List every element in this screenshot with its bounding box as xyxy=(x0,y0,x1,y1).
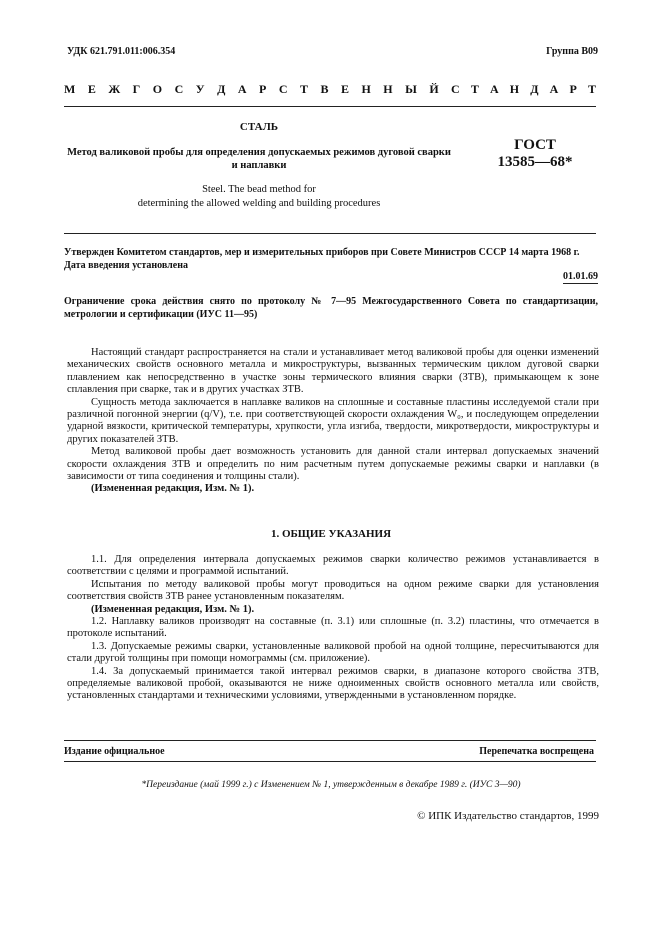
interstate-standard-banner xyxy=(64,82,596,97)
banner-letter: М xyxy=(64,82,76,96)
english-title xyxy=(64,183,454,211)
banner-letter: С xyxy=(278,82,288,96)
validity-limitation: Ограничение срока действия снято по протоколу № 7—95 Межгосударственного Совета по стандартизации, метрологии и сертификации (ИУС 11—95) xyxy=(64,296,598,320)
section-text xyxy=(67,554,599,703)
clause-paragraph: 1.4. За допускаемый принимается такой интервал режимов сварки, в диапазоне которого свойства ЗТВ, определяемые валиковой пробой, оказываются не ниже одноименных свойств основного металла или свойств, установленных стандартами и техническими условиями, утвержденными в установленном порядке. xyxy=(67,665,599,702)
banner-letter: В xyxy=(320,82,329,96)
introduction-text xyxy=(67,347,599,496)
intro-paragraph: Сущность метода заключается в наплавке валиков на сплошные и составные пластины исследуемой стали при различной погонной энергии (q/V), т.е. при соответствующей скорости охлаждения W₀, и последующем определении ударной вязкости, критической температуры, хрупкости, угла изгиба, твердости, микротвердости, микроструктуры и других показателей ЗТВ. xyxy=(67,396,599,445)
approval-line2: Дата введения установлена xyxy=(64,259,188,271)
banner-letter: Й xyxy=(429,82,439,96)
banner-letter: Д xyxy=(217,82,226,96)
group-code: Группа В09 xyxy=(546,46,598,57)
banner-letter: А xyxy=(489,82,499,96)
banner-word-standard xyxy=(451,82,596,97)
banner-letter: А xyxy=(549,82,559,96)
banner-letter: Т xyxy=(587,82,596,96)
banner-letter: С xyxy=(174,82,184,96)
reprint-forbidden: Перепечатка воспрещена xyxy=(479,746,594,757)
footer-rule xyxy=(64,740,596,741)
banner-letter: У xyxy=(195,82,205,96)
banner-letter: Д xyxy=(530,82,539,96)
english-title-line2: determining the allowed welding and building procedures xyxy=(137,198,381,209)
clause-paragraph: 1.3. Допускаемые режимы сварки, установленные валиковой пробой на одной толщине, пересчитываются для стали другой толщины при помощи номограммы (см. приложение). xyxy=(67,640,599,665)
clause-paragraph: 1.1. Для определения интервала допускаемых режимов сварки количество режимов устанавливается в соответствии с целями и программой испытаний. xyxy=(67,554,599,578)
clause-paragraph: 1.2. Наплавку валиков производят на составные (п. 3.1) или сплошные (п. 3.2) пластины, что отмечается в протоколе испытаний. xyxy=(67,616,599,640)
banner-letter: Е xyxy=(87,82,96,96)
banner-letter: А xyxy=(237,82,247,96)
banner-letter: Н xyxy=(383,82,393,96)
footer-bottom-rule xyxy=(64,761,596,762)
banner-letter: Р xyxy=(258,82,267,96)
banner-letter: Н xyxy=(509,82,520,96)
official-edition: Издание официальное xyxy=(64,746,165,757)
approval-line1: Утвержден Комитетом стандартов, мер и измерительных приборов при Совете Министров СССР 14 марта 1968 г. xyxy=(64,247,580,258)
banner-letter: О xyxy=(152,82,163,96)
intro-paragraph: Метод валиковой пробы дает возможность установить для данной стали интервал допускаемых значений скорости охлаждения ЗТВ и определить по ним расчетным путем допускаемые режимы сварки и наплавки (в зависимости от типа соединения и толщины стали). xyxy=(67,446,599,483)
banner-word-interstate xyxy=(64,82,439,97)
introduction-date: 01.01.69 xyxy=(563,271,598,282)
intro-paragraph: Настоящий стандарт распространяется на стали и устанавливает метод валиковой пробы для оценки изменений механических свойств основного металла и микроструктуры, вызванных термическим циклом дуговой сварки плавлением как непосредственно в участке зоны термического влияния сварки (ЗТВ), примыкающем к зоне сплавления при сварке, так и в других участках ЗТВ. xyxy=(67,347,599,396)
amendment-note: (Измененная редакция, Изм. № 1). xyxy=(91,483,255,495)
gost-number: 13585—68* xyxy=(497,154,573,170)
amendment-note: (Измененная редакция, Изм. № 1). xyxy=(91,603,255,615)
russian-title: Метод валиковой пробы для определения допускаемых режимов дуговой сварки и наплавки xyxy=(67,147,451,171)
banner-letter: Р xyxy=(569,82,577,96)
gost-label: ГОСТ xyxy=(514,137,556,153)
banner-letter: Н xyxy=(361,82,371,96)
banner-letter: Т xyxy=(470,82,479,96)
clause-paragraph: Испытания по методу валиковой пробы могут проводиться на одном режиме сварки для установления соответствия свойств ЗТВ ранее установленным показателям. xyxy=(67,578,599,603)
approval-statement xyxy=(64,247,598,272)
banner-letter: Ж xyxy=(108,82,121,96)
banner-letter: С xyxy=(451,82,460,96)
banner-letter: Е xyxy=(340,82,349,96)
title-rule xyxy=(64,233,596,234)
reissue-note: *Переиздание (май 1999 г.) с Изменением № 1, утвержденным в декабре 1989 г. (ИУС 3—90) xyxy=(141,780,521,790)
banner-letter: Ы xyxy=(405,82,417,96)
banner-letter: Т xyxy=(299,82,308,96)
english-title-line1: Steel. The bead method for xyxy=(202,184,316,195)
gost-designation xyxy=(470,137,600,171)
banner-rule xyxy=(64,106,596,107)
banner-letter: Г xyxy=(132,82,141,96)
section-heading: 1. ОБЩИЕ УКАЗАНИЯ xyxy=(270,528,392,540)
udk-code: УДК 621.791.011:006.354 xyxy=(67,46,176,57)
material-title: СТАЛЬ xyxy=(239,121,279,133)
copyright: © ИПК Издательство стандартов, 1999 xyxy=(417,810,599,822)
